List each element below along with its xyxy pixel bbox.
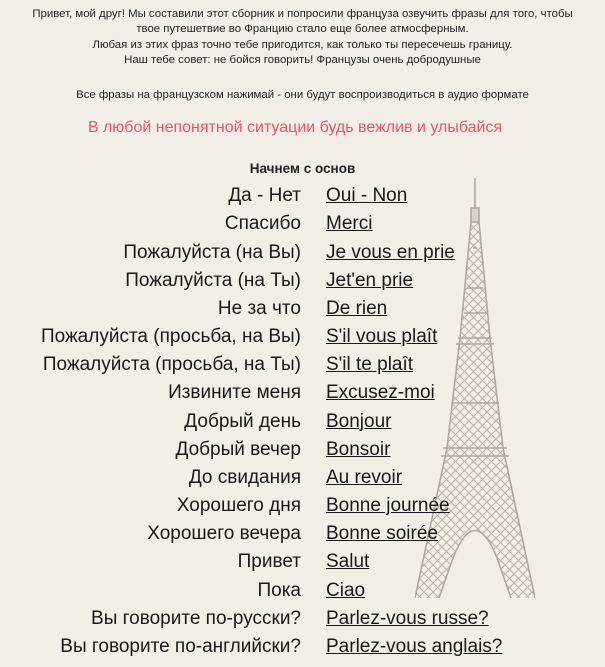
intro-line: Привет, мой друг! Мы составили этот сборник и попросили француза озвучить фразы для того, чтобы <box>32 8 573 20</box>
russian-phrase: Пока <box>257 580 301 601</box>
phrase-row <box>0 551 605 579</box>
russian-phrase: Спасибо <box>224 213 301 234</box>
french-phrase-audio-link[interactable]: Bonjour <box>326 411 392 432</box>
russian-phrase: Пожалуйста (на Вы) <box>123 242 301 263</box>
section-title: Начнем с основ <box>249 161 356 176</box>
russian-phrase: Пожалуйста (на Ты) <box>125 270 301 291</box>
phrase-row <box>0 411 605 439</box>
intro-line: Наш тебе совет: не бойся говорить! Французы очень добродушные <box>124 54 481 67</box>
french-phrase-audio-link[interactable]: S'il te plaît <box>326 354 414 375</box>
phrase-row <box>0 580 605 608</box>
french-phrase-audio-link[interactable]: Je vous en prie <box>326 242 455 263</box>
phrase-row <box>0 270 605 298</box>
french-phrase-audio-link[interactable]: S'il vous plaît <box>326 326 438 347</box>
french-phrase-audio-link[interactable]: Salut <box>326 551 370 572</box>
french-phrase-audio-link[interactable]: Oui - Non <box>326 185 408 206</box>
russian-phrase: Добрый вечер <box>175 439 301 460</box>
french-phrase-audio-link[interactable]: Ciao <box>326 580 366 601</box>
phrase-row <box>0 439 605 467</box>
russian-phrase: Пожалуйста (просьба, на Вы) <box>40 326 301 347</box>
phrase-row <box>0 213 605 241</box>
phrase-row <box>0 608 605 636</box>
french-phrase-audio-link[interactable]: De rien <box>326 298 388 319</box>
intro-line: Любая из этих фраз точно тебе пригодится, как только ты пересечешь границу. <box>92 38 513 51</box>
phrase-row <box>0 185 605 213</box>
russian-phrase: Вы говорите по-русски? <box>91 608 301 629</box>
french-phrase-audio-link[interactable]: Excusez-moi <box>326 382 435 403</box>
russian-phrase: Не за что <box>217 298 301 319</box>
french-phrase-audio-link[interactable]: Au revoir <box>326 467 403 488</box>
phrase-row <box>0 467 605 495</box>
french-phrase-audio-link[interactable]: Parlez-vous anglais? <box>326 636 503 657</box>
russian-phrase: Хорошего дня <box>176 495 301 516</box>
phrase-row <box>0 382 605 410</box>
russian-phrase: Добрый день <box>184 411 301 432</box>
motto: В любой непонятной ситуации будь вежлив и улыбайся <box>87 119 503 136</box>
russian-phrase: До свидания <box>188 467 301 488</box>
french-phrase-audio-link[interactable]: Merci <box>326 213 373 234</box>
russian-phrase: Извините меня <box>168 382 301 403</box>
phrase-row <box>0 242 605 270</box>
french-phrase-audio-link[interactable]: Bonsoir <box>326 439 391 460</box>
phrase-row <box>0 354 605 382</box>
intro-line: твое путешетвие во Францию стало еще более атмосферным. <box>136 23 469 36</box>
phrase-row <box>0 636 605 664</box>
french-phrase-audio-link[interactable]: Bonne soirée <box>326 523 438 544</box>
russian-phrase: Хорошего вечера <box>147 523 301 544</box>
phrase-row <box>0 495 605 523</box>
french-phrase-audio-link[interactable]: Parlez-vous russe? <box>326 608 489 629</box>
audio-note: Все фразы на французском нажимай - они будут воспроизводиться в аудио формате <box>76 89 529 101</box>
russian-phrase: Пожалуйста (просьба, на Ты) <box>42 354 301 375</box>
phrase-row <box>0 326 605 354</box>
phrase-row <box>0 523 605 551</box>
intro-text <box>0 7 605 69</box>
french-phrase-audio-link[interactable]: Jet'en prie <box>326 270 414 291</box>
russian-phrase: Вы говорите по-английски? <box>60 636 301 657</box>
french-phrase-audio-link[interactable]: Bonne journée <box>326 495 450 516</box>
russian-phrase: Да - Нет <box>228 185 301 206</box>
russian-phrase: Привет <box>237 551 301 572</box>
phrase-row <box>0 298 605 326</box>
